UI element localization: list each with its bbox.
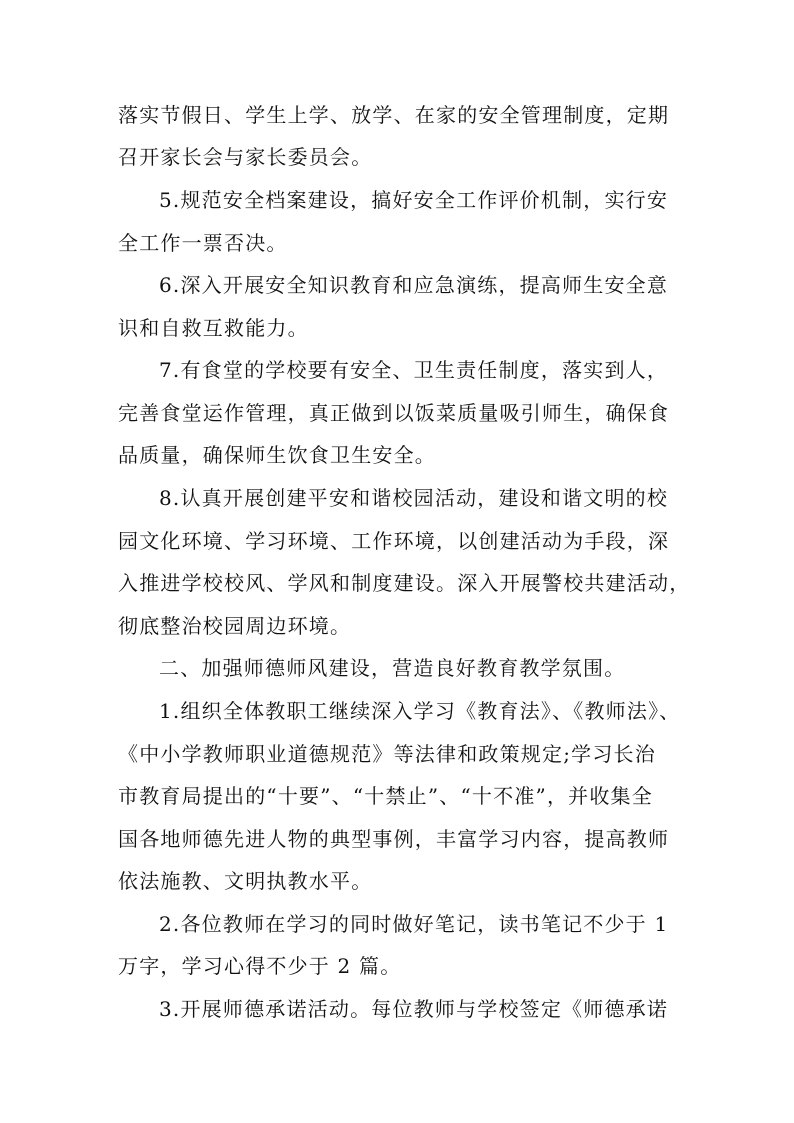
text-line: 1.组织全体教职工继续深入学习《教育法》、《教师法》、 — [159, 699, 681, 723]
text-line: 2.各位教师在学习的同时做好笔记，读书笔记不少于 1 — [159, 912, 669, 936]
text-line: 完善食堂运作管理，真正做到以饭菜质量吸引师生，确保食 — [118, 401, 670, 425]
text-line: 品质量，确保师生饮食卫生安全。 — [118, 443, 436, 467]
text-line: 市教育局提出的“十要”、“十禁止”、“十不准”，并收集全 — [118, 784, 653, 808]
text-line: 国各地师德先进人物的典型事例，丰富学习内容，提高教师 — [118, 827, 670, 851]
text-line: 6.深入开展安全知识教育和应急演练，提高师生安全意 — [159, 273, 669, 297]
section-heading: 二、加强师德师风建设，营造良好教育教学氛围。 — [159, 656, 626, 680]
text-line: 入推进学校校风、学风和制度建设。深入开展警校共建活动， — [118, 571, 691, 595]
text-line: 7.有食堂的学校要有安全、卫生责任制度，落实到人， — [159, 358, 669, 382]
text-line: 识和自救互救能力。 — [118, 316, 309, 340]
text-line: 万字，学习心得不少于 2 篇。 — [118, 954, 402, 978]
text-line: 5.规范安全档案建设，搞好安全工作评价机制，实行安 — [159, 188, 669, 212]
text-line: 8.认真开展创建平安和谐校园活动，建设和谐文明的校 — [159, 486, 669, 510]
text-line: 依法施教、文明执教水平。 — [118, 869, 373, 893]
text-line: 全工作一票否决。 — [118, 231, 288, 255]
text-line: 《中小学教师职业道德规范》等法律和政策规定;学习长治 — [118, 742, 656, 766]
text-line: 彻底整治校园周边环境。 — [118, 614, 352, 638]
text-line: 3.开展师德承诺活动。每位教师与学校签定《师德承诺 — [159, 997, 669, 1021]
text-line: 落实节假日、学生上学、放学、在家的安全管理制度，定期 — [118, 103, 670, 127]
text-line: 召开家长会与家长委员会。 — [118, 145, 373, 169]
text-line: 园文化环境、学习环境、工作环境，以创建活动为手段，深 — [118, 529, 670, 553]
